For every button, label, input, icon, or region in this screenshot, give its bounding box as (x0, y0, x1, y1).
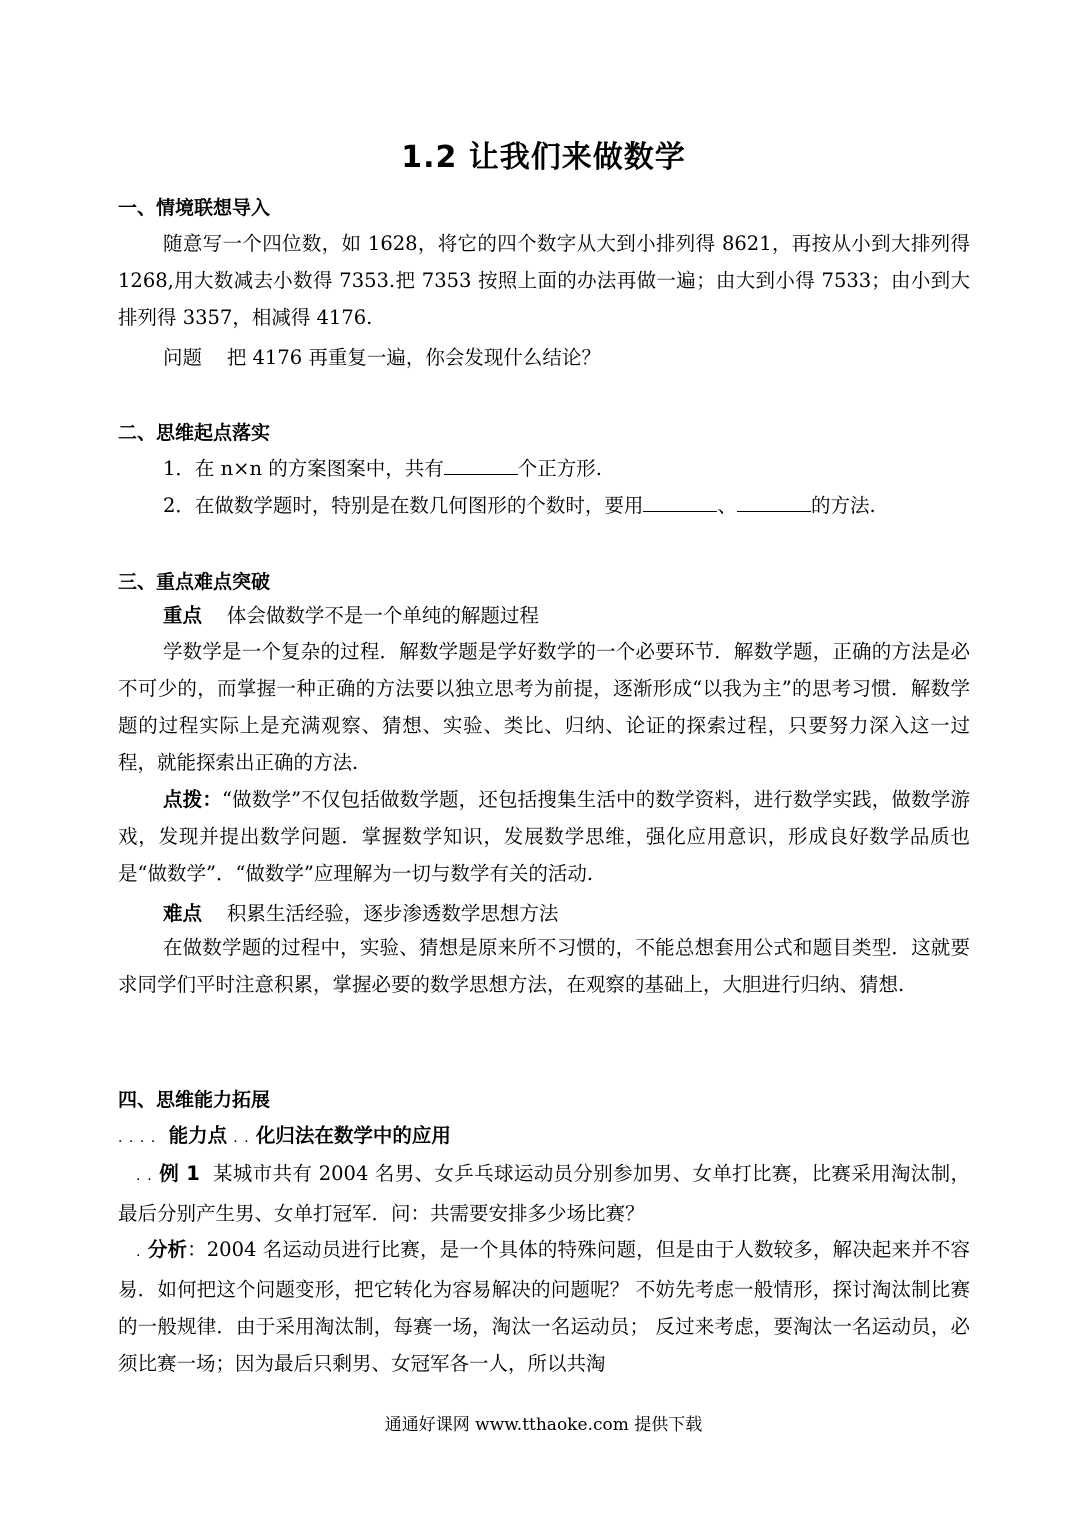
section-1-paragraph: 随意写一个四位数，如 1628，将它的四个数字从大到小排列得 8621，再按从小到大排列得 1268,用大数减去小数得 7353.把 7353 按照上面的办法再做一遍；由大到小得 7533；由小到大排列得 3357，相减得 4176. (118, 232, 970, 329)
ability-point (118, 1120, 451, 1148)
section-3-heading: 三、重点难点突破 (118, 571, 271, 593)
key-point-text: 体会做数学不是一个单纯的解题过程 (226, 604, 539, 627)
key-point-label: 重点 (163, 604, 203, 627)
page-title: 1.2 让我们来做数学 (401, 140, 686, 175)
question-text: 把 4176 再重复一遍，你会发现什么结论？ (226, 346, 601, 369)
dotted-marker: . (136, 1244, 142, 1260)
section-2-item-2 (163, 490, 876, 518)
item-2-text-a: 2．在做数学题时，特别是在数几何图形的个数时，要用 (163, 494, 644, 517)
item-2-text-b: 的方法. (810, 494, 876, 517)
key-point (163, 600, 539, 628)
ability-point-text: 化归法在数学中的应用 (255, 1124, 451, 1147)
section-1-question (163, 342, 601, 370)
analysis-text: ：2004 名运动员进行比赛，是一个具体的特殊问题，但是由于人数较多，解决起来并不容易．如何把这个问题变形，把它转化为容易解决的问题呢？ 不妨先考虑一般情形，探讨淘汰制比赛的一般规律．由于采用淘汰制，每赛一场，淘汰一名运动员； 反过来考虑，要淘汰一名运动员，必须比赛一场；因为最后只剩男、女冠军各一人，所以共淘 (118, 1238, 971, 1375)
section-2-item-1 (163, 453, 602, 481)
fill-in-blank[interactable] (444, 456, 518, 475)
fill-in-blank[interactable] (643, 493, 717, 512)
tip-paragraph (118, 781, 970, 892)
question-label: 问题 (163, 346, 203, 369)
section-4-heading: 四、思维能力拓展 (118, 1089, 271, 1111)
tip-text: “做数学”不仅包括做数学题，还包括搜集生活中的数学资料，进行数学实践，做数学游戏，发现并提出数学问题．掌握数学知识，发展数学思维，强化应用意识，形成良好数学品质也是“做数学”．“做数学”应理解为一切与数学有关的活动. (118, 788, 970, 885)
dotted-marker: . . . . (118, 1130, 157, 1146)
item-1-text-b: 个正方形. (517, 457, 602, 480)
example-1 (118, 1155, 970, 1232)
section-1-heading: 一、情境联想导入 (118, 197, 271, 219)
tip-label: 点拨： (163, 788, 223, 811)
ability-point-label: 能力点 (168, 1124, 228, 1147)
analysis-label: 分析 (147, 1238, 188, 1261)
dotted-marker: . . (233, 1130, 250, 1146)
difficult-point-text: 积累生活经验，逐步渗透数学思想方法 (226, 902, 559, 925)
section-3-paragraph-2: 在做数学题的过程中，实验、猜想是原来所不习惯的，不能总想套用公式和题目类型．这就要求同学们平时注意积累，掌握必要的数学思想方法，在观察的基础上，大胆进行归纳、猜想. (118, 936, 970, 996)
item-2-separator: 、 (717, 494, 737, 517)
example-text: 某城市共有 2004 名男、女乒乓球运动员分别参加男、女单打比赛，比赛采用淘汰制，最后分别产生男、女单打冠军．问：共需要安排多少场比赛？ (118, 1162, 971, 1225)
section-2-heading: 二、思维起点落实 (118, 422, 271, 444)
difficult-point (163, 898, 558, 926)
dotted-marker: . . (136, 1168, 153, 1184)
section-3-paragraph-1: 学数学是一个复杂的过程．解数学题是学好数学的一个必要环节．解数学题，正确的方法是必不可少的，而掌握一种正确的方法要以独立思考为前提，逐渐形成“以我为主”的思考习惯．解数学题的过程实际上是充满观察、猜想、实验、类比、归纳、论证的探索过程，只要努力深入这一过程，就能探索出正确的方法. (118, 640, 970, 774)
difficult-point-label: 难点 (163, 902, 203, 925)
analysis-paragraph (118, 1231, 970, 1382)
fill-in-blank[interactable] (737, 493, 811, 512)
item-1-text-a: 1．在 n×n 的方案图案中，共有 (163, 457, 444, 480)
page-footer: 通通好课网 www.tthaoke.com 提供下载 (384, 1415, 703, 1435)
example-label: 例 1 (159, 1162, 200, 1185)
